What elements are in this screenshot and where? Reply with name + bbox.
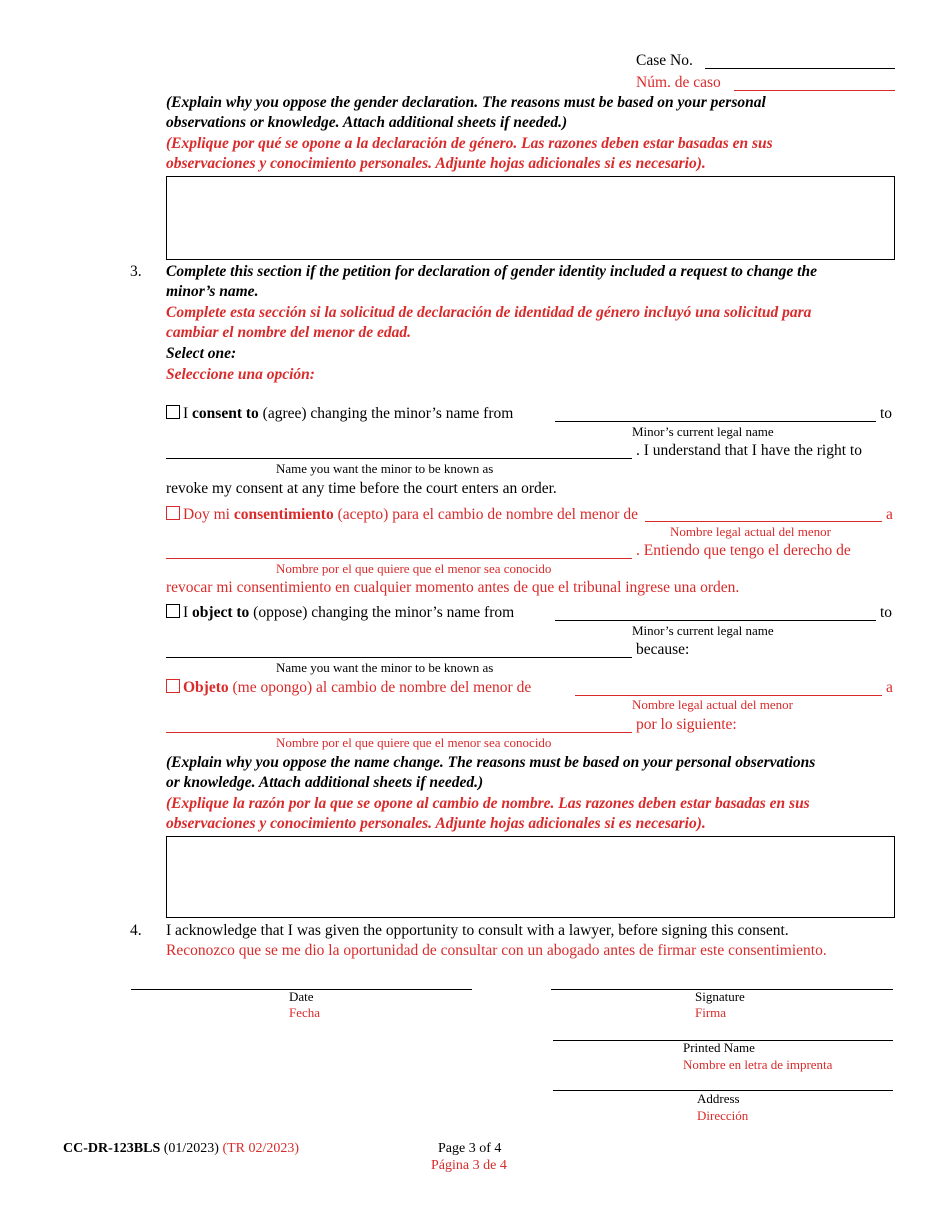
consent-checkbox[interactable] bbox=[166, 405, 180, 419]
object-es-want-name-caption: Nombre por el que quiere que el menor sea conocido bbox=[276, 735, 552, 750]
explain-name-en-2: or knowledge. Attach additional sheets if needed.) bbox=[166, 774, 484, 791]
object-es-current-name-line bbox=[575, 695, 882, 696]
object-want-name-caption: Name you want the minor to be known as bbox=[276, 660, 494, 675]
consent-rest: (agree) changing the minor’s name from bbox=[262, 405, 514, 422]
select-one-en: Select one: bbox=[166, 345, 237, 362]
object-current-name-field[interactable] bbox=[555, 620, 876, 621]
form-tr: (TR 02/2023) bbox=[222, 1141, 300, 1156]
consent-es-a: a bbox=[886, 506, 893, 523]
case-no-field-es bbox=[734, 90, 895, 91]
object-es-current-name-caption: Nombre legal actual del menor bbox=[632, 697, 793, 712]
explain-name-es-1: (Explique la razón por la que se opone al cambio de nombre. Las razones deben estar basadas en sus bbox=[166, 795, 810, 812]
object-es-following: por lo siguiente: bbox=[636, 716, 737, 733]
consent-es-pre: Doy mi bbox=[183, 506, 230, 523]
consent-es-option bbox=[166, 506, 638, 524]
consent-option bbox=[166, 405, 513, 423]
section4-es: Reconozco que se me dio la oportunidad de consultar con un abogado antes de firmar este consentimiento. bbox=[166, 942, 827, 959]
signature-label: Signature bbox=[695, 989, 745, 1004]
date-label-es: Fecha bbox=[289, 1005, 321, 1020]
object-current-name-caption: Minor’s current legal name bbox=[632, 623, 774, 638]
opp-gender-es-1: (Explique por qué se opone a la declaración de género. Las razones deben estar basadas en sus bbox=[166, 135, 773, 152]
consent-es-want-name-line bbox=[166, 558, 632, 559]
section3-en-2: minor’s name. bbox=[166, 283, 259, 300]
consent-pre: I bbox=[183, 405, 189, 422]
object-es-a: a bbox=[886, 679, 893, 696]
select-one-es: Seleccione una opción: bbox=[166, 366, 315, 383]
consent-es-current-name-line bbox=[645, 521, 882, 522]
printed-name-label-es: Nombre en letra de imprenta bbox=[683, 1057, 833, 1072]
section3-es-2: cambiar el nombre del menor de edad. bbox=[166, 324, 411, 341]
opp-gender-es-2: observaciones y conocimiento personales. Adjunte hojas adicionales si es necesario). bbox=[166, 155, 706, 172]
section3-es-1: Complete esta sección si la solicitud de declaración de identidad de género incluyó una solicitud para bbox=[166, 304, 812, 321]
object-rest: (oppose) changing the minor’s name from bbox=[253, 604, 515, 621]
consent-es-bold: consentimiento bbox=[233, 506, 334, 523]
consent-want-name-field[interactable] bbox=[166, 458, 632, 459]
consent-want-name-caption: Name you want the minor to be known as bbox=[276, 461, 494, 476]
consent-es-checkbox bbox=[166, 506, 180, 520]
object-es-checkbox bbox=[166, 679, 180, 693]
consent-bold: consent to bbox=[192, 405, 259, 422]
footer-form-id bbox=[63, 1141, 299, 1157]
object-pre: I bbox=[183, 604, 189, 621]
object-to: to bbox=[880, 604, 893, 621]
consent-current-name-field[interactable] bbox=[555, 421, 876, 422]
object-es-want-name-line bbox=[166, 732, 632, 733]
consent-es-revoke: revocar mi consentimiento en cualquier momento antes de que el tribunal ingrese una orden. bbox=[166, 579, 740, 596]
section3-number: 3. bbox=[130, 263, 142, 280]
page-number-es: Página 3 de 4 bbox=[431, 1158, 507, 1173]
case-no-field[interactable] bbox=[705, 68, 895, 69]
opp-gender-en-2: observations or knowledge. Attach additional sheets if needed.) bbox=[166, 114, 568, 131]
consent-es-want-name-caption: Nombre por el que quiere que el menor sea conocido bbox=[276, 561, 552, 576]
explain-name-es-2: observaciones y conocimiento personales. Adjunte hojas adicionales si es necesario). bbox=[166, 815, 706, 832]
address-label-es: Dirección bbox=[697, 1108, 749, 1123]
printed-name-label: Printed Name bbox=[683, 1040, 755, 1055]
opp-gender-textbox[interactable] bbox=[166, 176, 895, 260]
consent-es-understand: . Entiendo que tengo el derecho de bbox=[636, 542, 851, 559]
explain-name-en-1: (Explain why you oppose the name change. The reasons must be based on your personal observations bbox=[166, 754, 816, 771]
object-bold: object to bbox=[192, 604, 250, 621]
case-no-label-es: Núm. de caso bbox=[636, 74, 721, 91]
case-no-label: Case No. bbox=[636, 52, 693, 69]
form-date: (01/2023) bbox=[163, 1141, 219, 1156]
section3-en-1: Complete this section if the petition for declaration of gender identity included a request to change the bbox=[166, 263, 817, 280]
consent-understand: . I understand that I have the right to bbox=[636, 442, 862, 459]
page-number: Page 3 of 4 bbox=[438, 1141, 502, 1156]
consent-es-current-name-caption: Nombre legal actual del menor bbox=[670, 524, 831, 539]
opp-gender-en-1: (Explain why you oppose the gender declaration. The reasons must be based on your personal bbox=[166, 94, 766, 111]
object-es-option bbox=[166, 679, 531, 697]
object-es-bold: Objeto bbox=[183, 679, 229, 696]
object-checkbox[interactable] bbox=[166, 604, 180, 618]
address-label: Address bbox=[697, 1091, 740, 1106]
consent-es-rest: (acepto) para el cambio de nombre del menor de bbox=[337, 506, 638, 523]
signature-label-es: Firma bbox=[695, 1005, 727, 1020]
date-label: Date bbox=[289, 989, 314, 1004]
object-want-name-field[interactable] bbox=[166, 657, 632, 658]
explain-name-textbox[interactable] bbox=[166, 836, 895, 918]
form-id: CC-DR-123BLS bbox=[63, 1141, 161, 1156]
object-because: because: bbox=[636, 641, 690, 658]
consent-to: to bbox=[880, 405, 893, 422]
object-option bbox=[166, 604, 514, 622]
object-es-rest: (me opongo) al cambio de nombre del menor de bbox=[232, 679, 532, 696]
section4-number: 4. bbox=[130, 922, 142, 939]
consent-current-name-caption: Minor’s current legal name bbox=[632, 424, 774, 439]
section4-en: I acknowledge that I was given the opportunity to consult with a lawyer, before signing this consent. bbox=[166, 922, 789, 939]
consent-revoke: revoke my consent at any time before the court enters an order. bbox=[166, 480, 557, 497]
